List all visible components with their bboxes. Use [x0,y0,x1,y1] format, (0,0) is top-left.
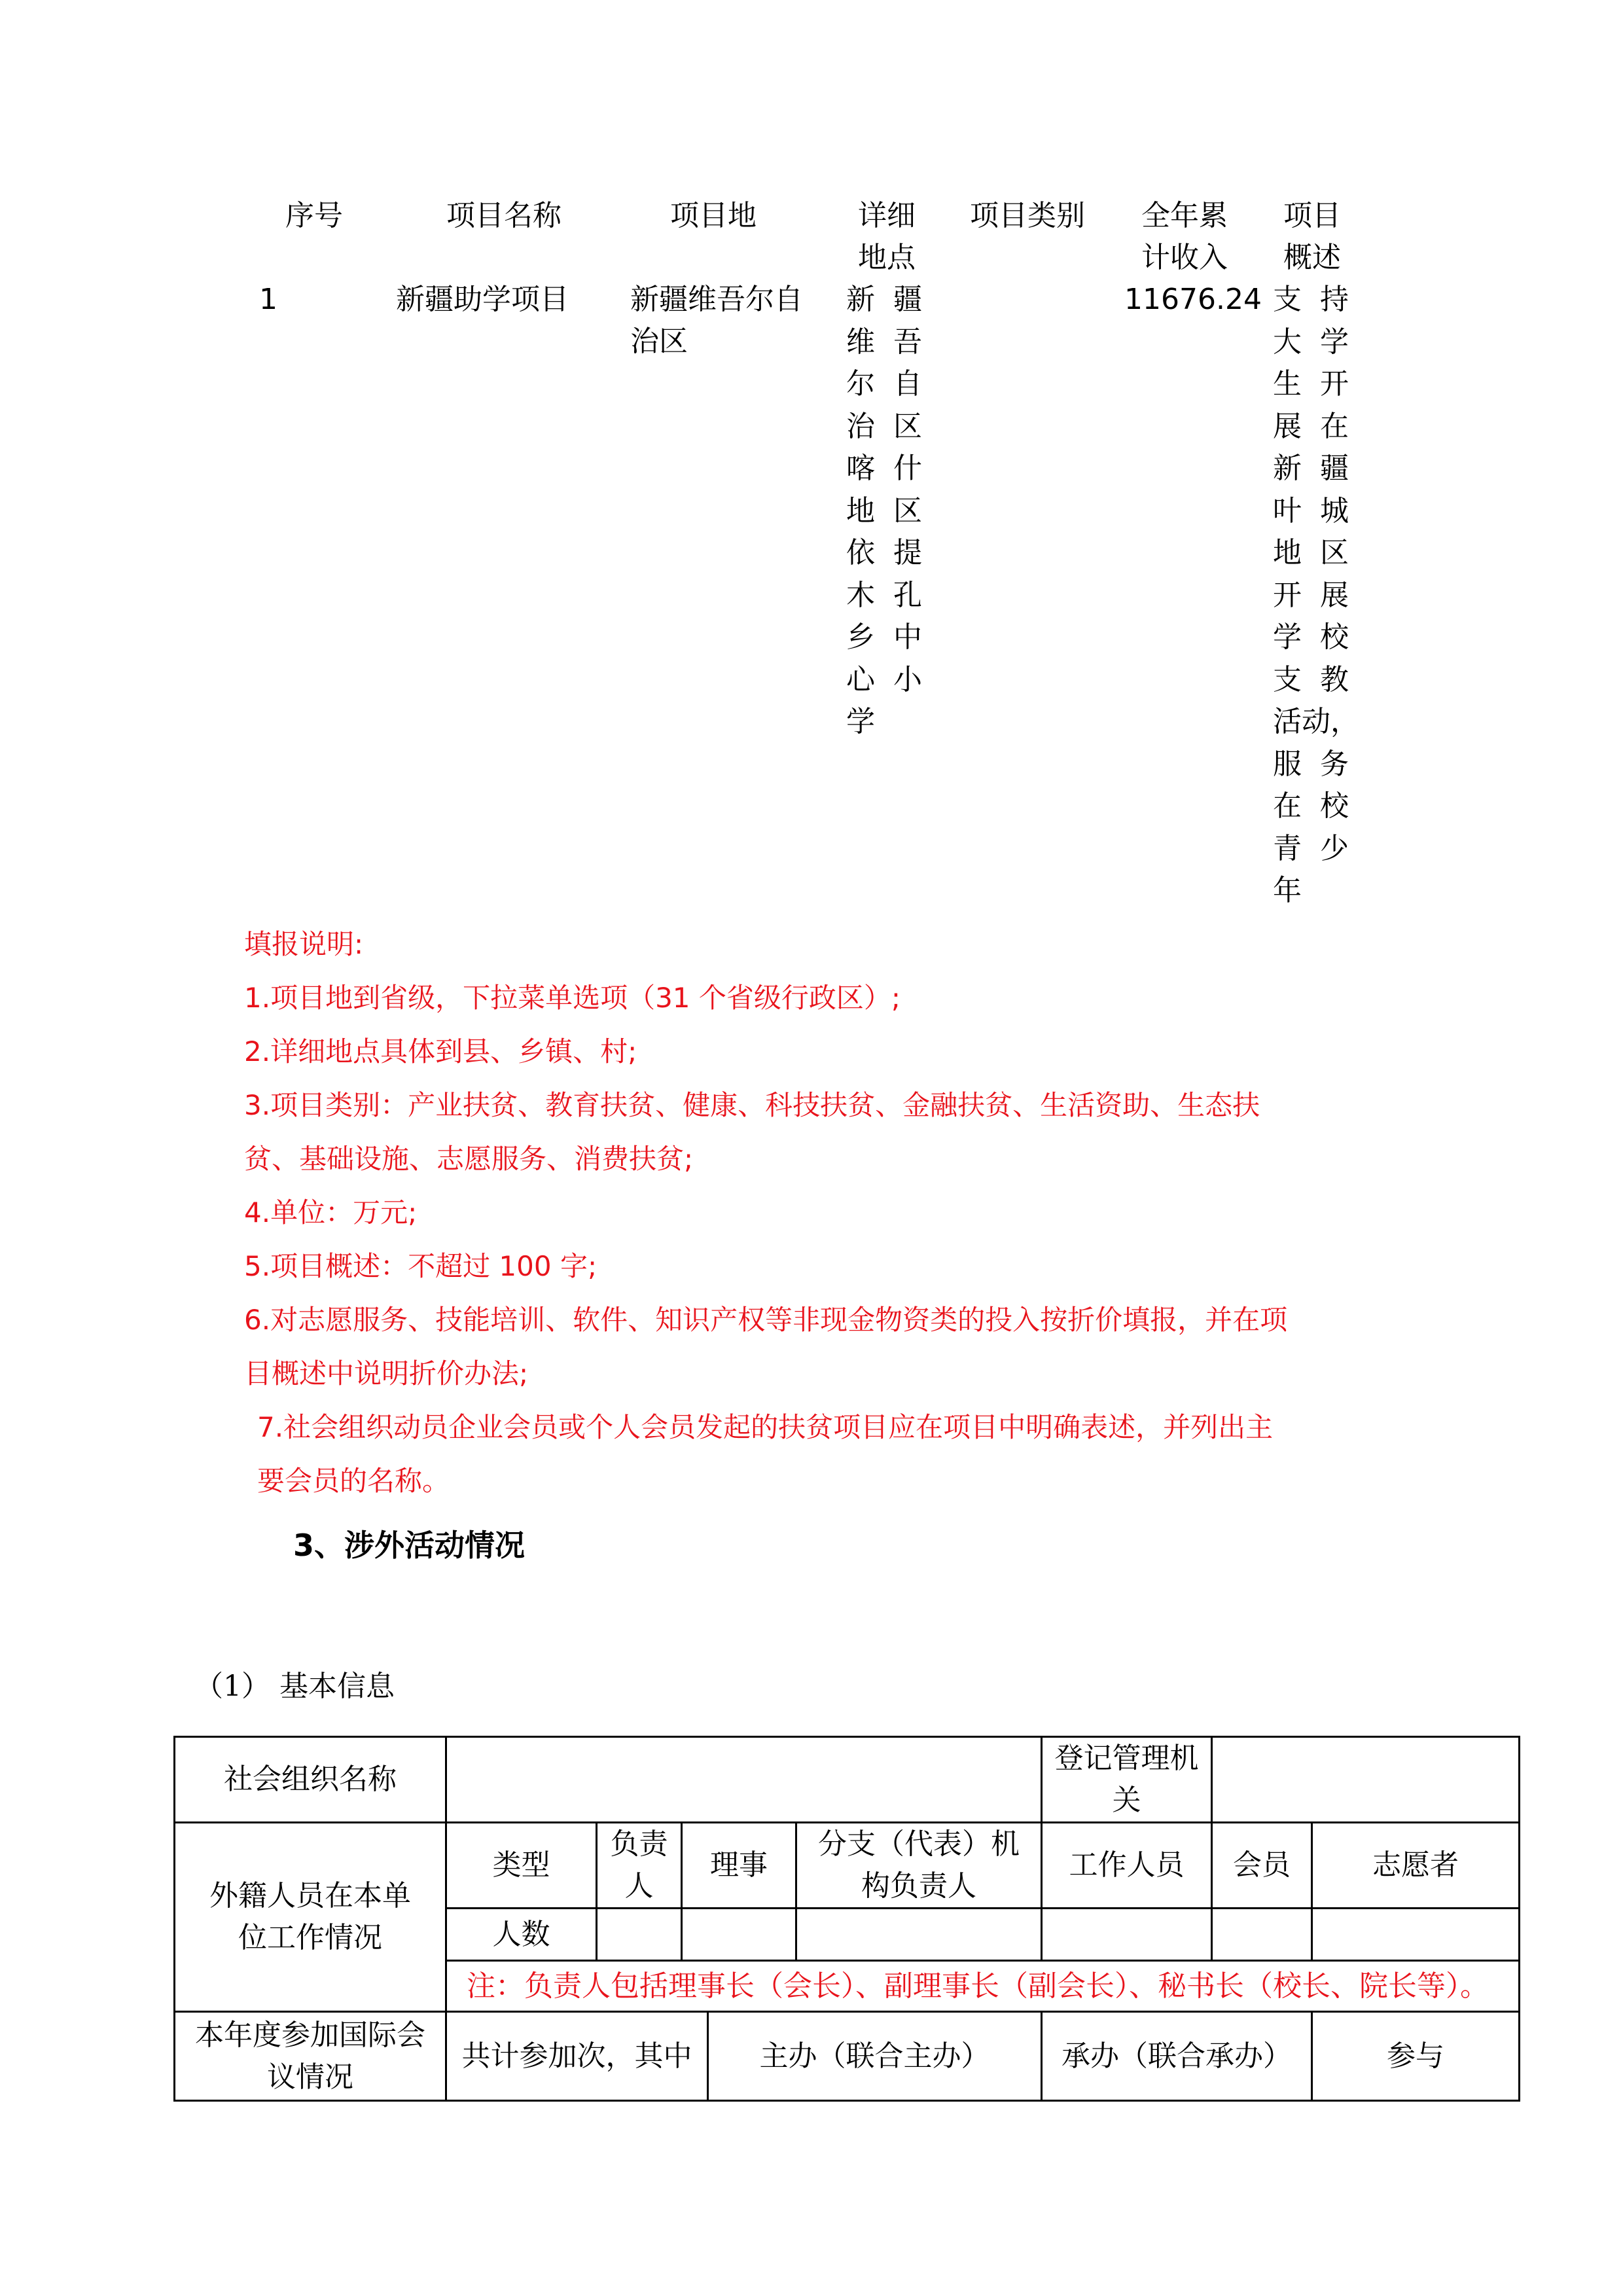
meeting-label: 本年度参加国际会议情况 [175,2012,446,2101]
org-name-label: 社会组织名称 [175,1737,446,1823]
types-label: 类型 [446,1823,597,1909]
row-detail-location: 新 疆 维 吾 尔 自 治 区 喀 什 地 区 依 提 木 孔 乡 中 心 小 学 [846,283,922,738]
fill-note-item: 4.单位：万元; [244,1196,418,1229]
col-branch-head: 分支（代表）机构负责人 [796,1823,1042,1909]
fill-note-item: 1.项目地到省级，下拉菜单选项（31 个省级行政区）; [244,982,901,1014]
row-annual-income: 11676.24 [1124,283,1262,316]
header-summary: 项目 概述 [1283,199,1341,274]
responsible-person-note: 注：负责人包括理事长（会长）、副理事长（副会长）、秘书长（校长、院长等）。 [446,1961,1520,2012]
foreign-activity-info-table [173,1736,1520,2102]
fill-note-item: 5.项目概述：不超过 100 字; [244,1250,597,1282]
header-project-place: 项目地 [670,199,757,232]
foreign-staff-label: 外籍人员在本单位工作情况 [175,1823,446,2012]
count-label: 人数 [446,1909,597,1961]
header-detail-location: 详细 地点 [858,199,916,274]
col-responsible-person: 负责人 [597,1823,682,1909]
row-project-place: 新疆维吾尔自 治区 [630,283,803,358]
count-director-input[interactable] [682,1909,796,1961]
meeting-host: 主办（联合主办） [708,2012,1042,2101]
row-seq: 1 [259,283,277,316]
section-title: 3、涉外活动情况 [293,1528,526,1563]
registry-input[interactable] [1212,1737,1520,1823]
fill-note-item: 3.项目类别：产业扶贫、教育扶贫、健康、科技扶贫、金融扶贫、生活资助、生态扶 [244,1089,1260,1121]
fill-note-item: 贫、基础设施、志愿服务、消费扶贫; [244,1143,694,1175]
meeting-participate: 参与 [1312,2012,1520,2101]
count-responsible-input[interactable] [597,1909,682,1961]
header-annual-income: 全年累 计收入 [1141,199,1228,274]
col-staff: 工作人员 [1042,1823,1212,1909]
header-category: 项目类别 [970,199,1085,232]
meeting-total: 共计参加次，其中 [446,2012,708,2101]
org-name-input[interactable] [446,1737,1042,1823]
count-volunteer-input[interactable] [1312,1909,1520,1961]
col-director: 理事 [682,1823,796,1909]
fill-note-item: 2.详细地点具体到县、乡镇、村; [244,1035,637,1067]
fill-note-item: 6.对志愿服务、技能培训、软件、知识产权等非现金物资类的投入按折价填报，并在项 [244,1304,1288,1336]
row-summary: 支 持 大 学 生 开 展 在 新 疆 叶 城 地 区 开 展 学 校 支 教 活动， 服 务 在 校 青 少 年 [1273,283,1359,907]
subsection-title: （1） 基本信息 [194,1670,395,1703]
header-project-name: 项目名称 [446,199,562,232]
registry-label: 登记管理机关 [1042,1737,1212,1823]
count-member-input[interactable] [1212,1909,1312,1961]
fill-note-item: 目概述中说明折价办法; [244,1357,529,1390]
count-branch-head-input[interactable] [796,1909,1042,1961]
row-project-name: 新疆助学项目 [396,283,569,316]
fill-notes-title: 填报说明: [244,928,364,960]
header-seq: 序号 [285,199,343,232]
col-volunteer: 志愿者 [1312,1823,1520,1909]
col-member: 会员 [1212,1823,1312,1909]
fill-note-item: 要会员的名称。 [257,1465,450,1497]
count-staff-input[interactable] [1042,1909,1212,1961]
fill-note-item: 7.社会组织动员企业会员或个人会员发起的扶贫项目应在项目中明确表述，并列出主 [257,1411,1274,1443]
meeting-cohost: 承办（联合承办） [1042,2012,1312,2101]
